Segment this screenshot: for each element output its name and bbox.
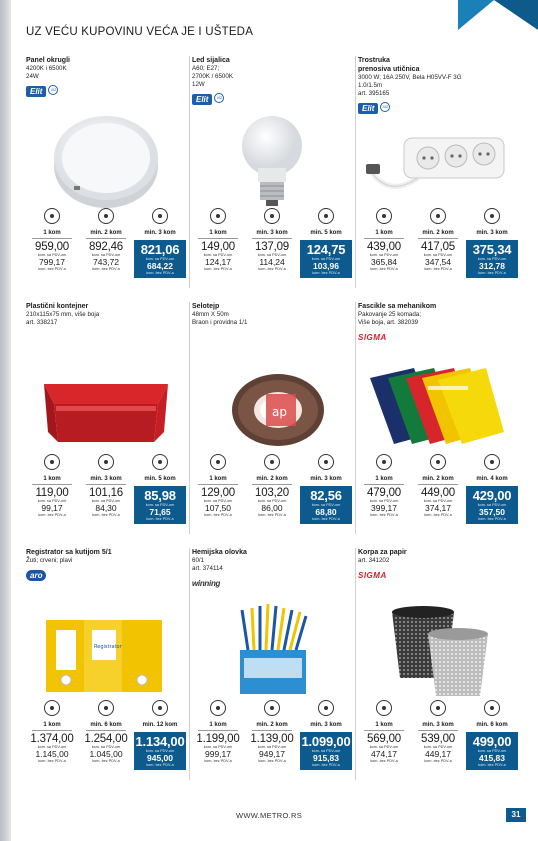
quantity-icon: [484, 700, 500, 716]
label-without-vat: kom. bez PDV-a: [146, 271, 174, 275]
tier-quantity: min. 2 kom: [422, 476, 454, 482]
product-description: Pakovanje 25 komada;: [358, 311, 421, 318]
quantity-icon: [318, 454, 334, 470]
product-name: Selotejp: [192, 303, 220, 310]
best-price-box: [134, 732, 186, 770]
price-without-vat: 949,17: [259, 749, 285, 759]
label-with-vat: kom. sa PDV-om: [145, 749, 175, 753]
quantity-icon: [210, 454, 226, 470]
label-without-vat: kom. bez PDV-a: [146, 763, 174, 767]
column-divider: [355, 548, 356, 780]
label-with-vat: kom. sa PDV-om: [203, 745, 233, 749]
brand-logo-elit: Elit: [358, 103, 378, 114]
quantity-icon: [376, 454, 392, 470]
label-with-vat: kom. sa PDV-om: [311, 257, 341, 261]
price-with-vat: 375,34: [472, 242, 512, 257]
price-tier-1: [26, 454, 78, 534]
price-tiers: [26, 700, 186, 780]
label-without-vat: kom. bez PDV-a: [258, 267, 286, 271]
price-tier-3: [466, 454, 518, 534]
price-tier-2: [412, 700, 464, 780]
column-divider: [189, 56, 190, 288]
price-without-vat: 107,50: [205, 503, 231, 513]
product-image: [358, 108, 518, 208]
price-without-vat: 86,00: [261, 503, 283, 513]
product-name: Panel okrugli: [26, 57, 70, 64]
label-with-vat: kom. sa PDV-om: [145, 503, 175, 507]
price-with-vat: 124,75: [306, 242, 346, 257]
quantity-icon: [152, 454, 168, 470]
product-image: [26, 600, 186, 700]
brand-badge: VIZ: [48, 85, 58, 95]
price-tier-3: [134, 208, 186, 288]
product-name: Plastični kontejner: [26, 303, 89, 310]
price-without-vat: 357,50: [479, 507, 505, 517]
product-image: [358, 354, 518, 454]
best-price-box: [466, 486, 518, 524]
quantity-icon: [44, 208, 60, 224]
label-with-vat: kom. sa PDV-om: [203, 253, 233, 257]
quantity-icon: [152, 208, 168, 224]
price-tier-1: [358, 208, 410, 288]
price-with-vat: 429,00: [472, 488, 512, 503]
label-without-vat: kom. bez PDV-a: [38, 759, 66, 763]
brand-badge: VIZ: [380, 102, 390, 112]
price-tier-3: [134, 700, 186, 780]
tier-quantity: min. 2 kom: [256, 722, 288, 728]
price-without-vat: 1.145,00: [35, 749, 69, 759]
price-without-vat: 68,80: [315, 507, 337, 517]
tier-quantity: min. 5 kom: [310, 230, 342, 236]
product-name: Registrator sa kutijom 5/1: [26, 549, 112, 556]
product-description: art. 341202: [358, 557, 390, 564]
column-divider: [189, 548, 190, 780]
price-without-vat: 374,17: [425, 503, 451, 513]
label-with-vat: kom. sa PDV-om: [477, 749, 507, 753]
label-without-vat: kom. bez PDV-a: [92, 267, 120, 271]
price-with-vat: 1.134,00: [135, 734, 185, 749]
svg-text:ap: ap: [272, 405, 287, 419]
product-description: Više boja, art. 382039: [358, 319, 419, 326]
label-with-vat: kom. sa PDV-om: [423, 499, 453, 503]
price-tier-2: [246, 454, 298, 534]
label-with-vat: kom. sa PDV-om: [257, 253, 287, 257]
price-with-vat: 1.199,00: [196, 733, 240, 745]
quantity-icon: [210, 208, 226, 224]
tier-quantity: min. 3 kom: [310, 722, 342, 728]
price-with-vat: 959,00: [35, 241, 69, 253]
label-without-vat: kom. bez PDV-a: [424, 267, 452, 271]
price-tier-1: [192, 454, 244, 534]
price-without-vat: 415,83: [479, 753, 505, 763]
tier-quantity: min. 12 kom: [142, 722, 178, 728]
price-tier-3: [300, 208, 352, 288]
tier-quantity: min. 3 kom: [256, 230, 288, 236]
price-tier-1: [192, 208, 244, 288]
label-without-vat: kom. bez PDV-a: [478, 763, 506, 767]
price-with-vat: 1.139,00: [250, 733, 294, 745]
price-with-vat: 449,00: [421, 487, 455, 499]
tier-quantity: min. 3 kom: [422, 722, 454, 728]
price-tiers: [358, 208, 518, 288]
price-tier-1: [26, 208, 78, 288]
label-with-vat: kom. sa PDV-om: [203, 499, 233, 503]
quantity-icon: [484, 208, 500, 224]
best-price-box: [300, 486, 352, 524]
tier-quantity: 1 kom: [43, 230, 61, 236]
product-card[interactable]: [192, 302, 352, 534]
price-with-vat: 1.099,00: [301, 734, 351, 749]
price-without-vat: 684,22: [147, 261, 173, 271]
top-corner-accent-dark: [494, 0, 538, 30]
tier-quantity: min. 4 kom: [476, 476, 508, 482]
product-card[interactable]: [358, 56, 518, 288]
product-card[interactable]: [26, 302, 186, 534]
product-card[interactable]: [192, 56, 352, 288]
label-with-vat: kom. sa PDV-om: [311, 749, 341, 753]
product-name: Fascikle sa mehanikom: [358, 303, 437, 310]
price-tiers: [26, 454, 186, 534]
product-card[interactable]: [358, 302, 518, 534]
price-tiers: [26, 208, 186, 288]
label-without-vat: kom. bez PDV-a: [38, 513, 66, 517]
quantity-icon: [98, 208, 114, 224]
tier-quantity: min. 3 kom: [310, 476, 342, 482]
tier-quantity: min. 6 kom: [476, 722, 508, 728]
label-without-vat: kom. bez PDV-a: [258, 513, 286, 517]
top-corner-accent: [458, 0, 494, 30]
price-tier-1: [358, 700, 410, 780]
price-with-vat: 479,00: [367, 487, 401, 499]
product-card[interactable]: [358, 548, 518, 780]
price-tier-2: [80, 700, 132, 780]
tier-quantity: 1 kom: [375, 476, 393, 482]
column-divider: [189, 302, 190, 534]
product-description: 60/1: [192, 557, 205, 564]
label-with-vat: kom. sa PDV-om: [423, 253, 453, 257]
product-description: 210x115x75 mm, više boja: [26, 311, 100, 318]
product-description: 2700K / 6500K: [192, 73, 233, 80]
label-without-vat: kom. bez PDV-a: [204, 759, 232, 763]
price-without-vat: 103,96: [313, 261, 339, 271]
brand-logo-sigma: SIGMA: [358, 333, 387, 342]
product-card[interactable]: [26, 56, 186, 288]
price-tiers: [192, 208, 352, 288]
label-with-vat: kom. sa PDV-om: [369, 253, 399, 257]
label-without-vat: kom. bez PDV-a: [312, 763, 340, 767]
quantity-icon: [98, 700, 114, 716]
label-with-vat: kom. sa PDV-om: [423, 745, 453, 749]
price-with-vat: 85,98: [144, 488, 176, 503]
product-name: Trostruka: [358, 57, 390, 64]
label-without-vat: kom. bez PDV-a: [146, 517, 174, 521]
quantity-icon: [210, 700, 226, 716]
label-without-vat: kom. bez PDV-a: [38, 267, 66, 271]
product-image: [358, 600, 518, 700]
column-divider: [355, 56, 356, 288]
price-tier-3: [134, 454, 186, 534]
label-without-vat: kom. bez PDV-a: [478, 271, 506, 275]
product-name: Korpa za papir: [358, 549, 407, 556]
price-tiers: [358, 700, 518, 780]
price-without-vat: 347,54: [425, 257, 451, 267]
tier-quantity: min. 5 kom: [144, 476, 176, 482]
price-with-vat: 82,56: [310, 488, 342, 503]
tier-quantity: min. 2 kom: [90, 230, 122, 236]
label-without-vat: kom. bez PDV-a: [92, 513, 120, 517]
price-without-vat: 449,17: [425, 749, 451, 759]
label-without-vat: kom. bez PDV-a: [312, 271, 340, 275]
quantity-icon: [264, 454, 280, 470]
product-image: [192, 108, 352, 208]
brand-logo-aro: aro: [26, 570, 46, 581]
best-price-box: [466, 732, 518, 770]
product-description: 48mm X 50m: [192, 311, 229, 318]
product-description: Žuti; crveni; plavi: [26, 557, 73, 564]
label-with-vat: kom. sa PDV-om: [37, 745, 67, 749]
brand-logo-elit: Elit: [192, 94, 212, 105]
tier-quantity: min. 3 kom: [476, 230, 508, 236]
price-tier-3: [300, 454, 352, 534]
label-without-vat: kom. bez PDV-a: [204, 513, 232, 517]
svg-text:Registrator: Registrator: [94, 644, 122, 650]
brand-logo-elit: Elit: [26, 86, 46, 97]
label-with-vat: kom. sa PDV-om: [311, 503, 341, 507]
page-number: 31: [506, 808, 526, 822]
brand-badge: VIZ: [214, 93, 224, 103]
price-without-vat: 799,17: [39, 257, 65, 267]
price-tier-2: [412, 208, 464, 288]
price-without-vat: 999,17: [205, 749, 231, 759]
price-without-vat: 114,24: [259, 257, 285, 267]
price-without-vat: 399,17: [371, 503, 397, 513]
label-with-vat: kom. sa PDV-om: [91, 745, 121, 749]
price-with-vat: 499,00: [472, 734, 512, 749]
best-price-box: [300, 732, 352, 770]
price-tiers: [358, 454, 518, 534]
tier-quantity: min. 2 kom: [422, 230, 454, 236]
label-without-vat: kom. bez PDV-a: [204, 267, 232, 271]
label-with-vat: kom. sa PDV-om: [257, 745, 287, 749]
brand-logo-sigma: SIGMA: [358, 571, 387, 580]
quantity-icon: [484, 454, 500, 470]
best-price-box: [134, 486, 186, 524]
best-price-box: [466, 240, 518, 278]
quantity-icon: [264, 208, 280, 224]
product-image: [192, 354, 352, 454]
product-image: [192, 600, 352, 700]
quantity-icon: [376, 700, 392, 716]
label-with-vat: kom. sa PDV-om: [37, 499, 67, 503]
price-with-vat: 137,09: [255, 241, 289, 253]
tier-quantity: 1 kom: [43, 476, 61, 482]
price-without-vat: 915,83: [313, 753, 339, 763]
product-name: Hemijska olovka: [192, 549, 247, 556]
label-without-vat: kom. bez PDV-a: [370, 759, 398, 763]
label-without-vat: kom. bez PDV-a: [312, 517, 340, 521]
column-divider: [355, 302, 356, 534]
tier-quantity: min. 6 kom: [90, 722, 122, 728]
product-description: 4200K i 6500K: [26, 65, 67, 72]
label-without-vat: kom. bez PDV-a: [258, 759, 286, 763]
product-description: A60; E27;: [192, 65, 220, 72]
label-with-vat: kom. sa PDV-om: [369, 745, 399, 749]
price-tier-2: [246, 208, 298, 288]
product-description: 1.0/1.5m: [358, 82, 383, 89]
product-image: [26, 108, 186, 208]
tier-quantity: min. 2 kom: [256, 476, 288, 482]
product-description: Braon i providna 1/1: [192, 319, 248, 326]
product-image: [26, 354, 186, 454]
quantity-icon: [44, 700, 60, 716]
label-without-vat: kom. bez PDV-a: [424, 513, 452, 517]
product-card[interactable]: [192, 548, 352, 780]
tier-quantity: 1 kom: [375, 722, 393, 728]
price-without-vat: 99,17: [41, 503, 63, 513]
quantity-icon: [98, 454, 114, 470]
label-with-vat: kom. sa PDV-om: [477, 257, 507, 261]
label-with-vat: kom. sa PDV-om: [477, 503, 507, 507]
product-description: art. 395165: [358, 90, 390, 97]
price-with-vat: 539,00: [421, 733, 455, 745]
price-without-vat: 1.045,00: [89, 749, 123, 759]
price-with-vat: 417,05: [421, 241, 455, 253]
price-with-vat: 1.374,00: [30, 733, 74, 745]
product-name-line2: prenosiva utičnica: [358, 66, 420, 73]
quantity-icon: [264, 700, 280, 716]
product-card[interactable]: [26, 548, 186, 780]
page-title: UZ VEĆU KUPOVINU VEĆA JE I UŠTEDA: [26, 26, 254, 38]
price-tiers: [192, 700, 352, 780]
price-without-vat: 743,72: [93, 257, 119, 267]
price-tier-3: [466, 700, 518, 780]
price-tier-3: [466, 208, 518, 288]
price-tier-1: [192, 700, 244, 780]
price-with-vat: 129,00: [201, 487, 235, 499]
quantity-icon: [318, 208, 334, 224]
product-description: art. 374114: [192, 565, 223, 572]
tier-quantity: min. 3 kom: [90, 476, 122, 482]
price-with-vat: 1.254,00: [84, 733, 128, 745]
price-tier-2: [80, 454, 132, 534]
price-tier-1: [26, 700, 78, 780]
label-without-vat: kom. bez PDV-a: [370, 513, 398, 517]
quantity-icon: [430, 208, 446, 224]
price-with-vat: 103,20: [255, 487, 289, 499]
best-price-box: [300, 240, 352, 278]
price-with-vat: 101,16: [89, 487, 123, 499]
price-tier-2: [412, 454, 464, 534]
tier-quantity: 1 kom: [209, 230, 227, 236]
label-with-vat: kom. sa PDV-om: [145, 257, 175, 261]
label-with-vat: kom. sa PDV-om: [91, 253, 121, 257]
price-without-vat: 474,17: [371, 749, 397, 759]
label-without-vat: kom. bez PDV-a: [424, 759, 452, 763]
quantity-icon: [376, 208, 392, 224]
tier-quantity: 1 kom: [43, 722, 61, 728]
footer-url[interactable]: WWW.METRO.RS: [235, 811, 303, 820]
label-with-vat: kom. sa PDV-om: [37, 253, 67, 257]
price-with-vat: 439,00: [367, 241, 401, 253]
left-decor-bar: [0, 0, 11, 841]
price-with-vat: 119,00: [35, 487, 69, 499]
label-with-vat: kom. sa PDV-om: [257, 499, 287, 503]
product-name: Led sijalica: [192, 57, 230, 64]
best-price-box: [134, 240, 186, 278]
price-tier-1: [358, 454, 410, 534]
price-without-vat: 312,78: [479, 261, 505, 271]
label-with-vat: kom. sa PDV-om: [369, 499, 399, 503]
price-tier-2: [80, 208, 132, 288]
price-with-vat: 149,00: [201, 241, 235, 253]
tier-quantity: 1 kom: [375, 230, 393, 236]
price-with-vat: 569,00: [367, 733, 401, 745]
price-without-vat: 124,17: [205, 257, 231, 267]
price-tier-2: [246, 700, 298, 780]
tier-quantity: 1 kom: [209, 722, 227, 728]
price-without-vat: 84,30: [95, 503, 117, 513]
product-description: art. 338217: [26, 319, 58, 326]
product-description: 12W: [192, 81, 205, 88]
price-with-vat: 892,46: [89, 241, 123, 253]
quantity-icon: [318, 700, 334, 716]
price-with-vat: 821,06: [140, 242, 180, 257]
product-description: 3000 W; 16A 250V, Bela H05VV-F 3G: [358, 74, 462, 81]
price-tier-3: [300, 700, 352, 780]
price-without-vat: 365,84: [371, 257, 397, 267]
product-description: 24W: [26, 73, 39, 80]
quantity-icon: [430, 700, 446, 716]
label-without-vat: kom. bez PDV-a: [92, 759, 120, 763]
brand-logo-winning: winning: [192, 579, 221, 588]
label-without-vat: kom. bez PDV-a: [370, 267, 398, 271]
price-without-vat: 945,00: [147, 753, 173, 763]
price-without-vat: 71,65: [149, 507, 171, 517]
quantity-icon: [430, 454, 446, 470]
tier-quantity: 1 kom: [209, 476, 227, 482]
label-with-vat: kom. sa PDV-om: [91, 499, 121, 503]
label-without-vat: kom. bez PDV-a: [478, 517, 506, 521]
tier-quantity: min. 3 kom: [144, 230, 176, 236]
quantity-icon: [44, 454, 60, 470]
price-tiers: [192, 454, 352, 534]
quantity-icon: [152, 700, 168, 716]
